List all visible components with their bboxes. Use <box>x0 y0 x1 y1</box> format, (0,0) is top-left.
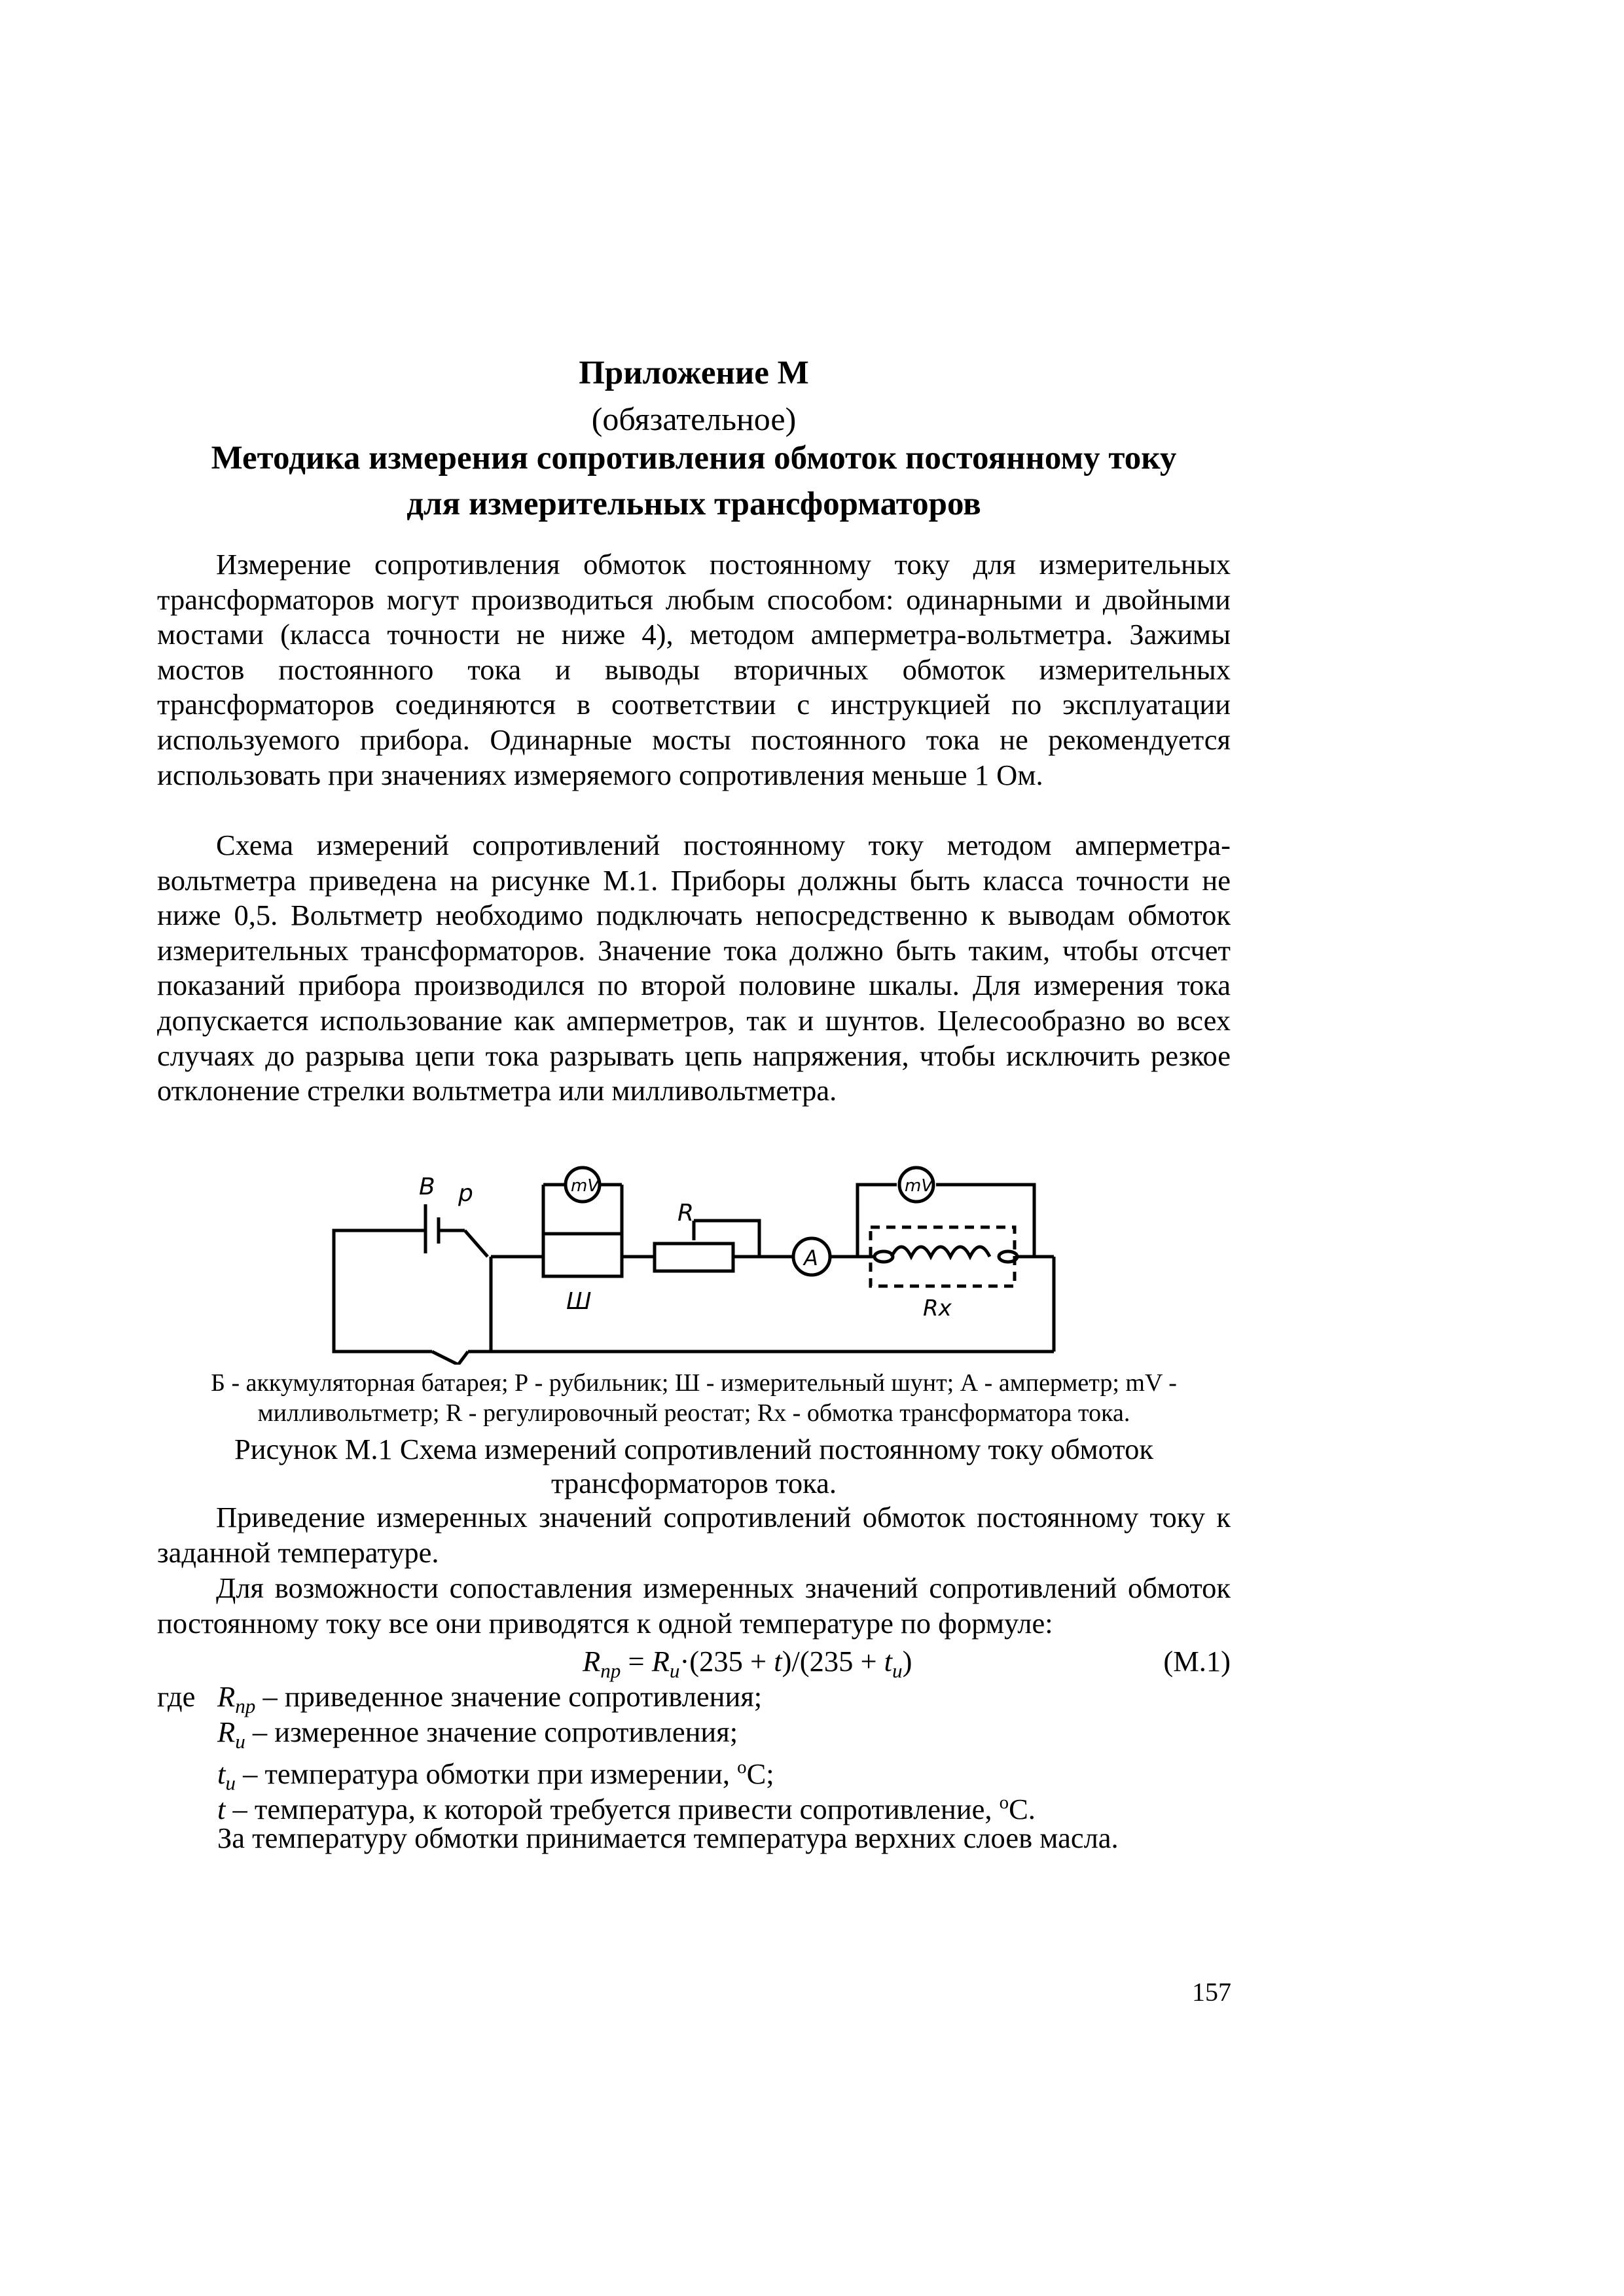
appendix-title: Приложение М <box>579 355 809 391</box>
circuit-diagram <box>327 1155 1060 1365</box>
shunt-label: Ш <box>566 1288 592 1315</box>
paragraph-temperature-normalization: Приведение измеренных значений сопротивлений обмоток постоянному току к заданной температуре. <box>157 1501 1231 1569</box>
wire-mv2-right <box>936 1185 1034 1257</box>
page-number: 157 <box>1192 1977 1231 2007</box>
appendix-topic <box>157 435 1231 527</box>
switch-contact-bottom <box>458 1352 468 1365</box>
appendix-topic-line-1: Методика измерения сопротивления обмоток постоянному току <box>211 440 1177 476</box>
figure-caption <box>157 1432 1231 1500</box>
switch-label: р <box>458 1180 473 1207</box>
definitions-intro: где <box>157 1680 196 1713</box>
wire-mv2-left <box>857 1185 897 1257</box>
definition-t-i: $t_и$ – температура обмотки при измерении, $^o$С; <box>217 1757 774 1795</box>
winding-coil <box>892 1247 990 1257</box>
appendix-status: (обязательное) <box>591 401 797 437</box>
definition-t: t – температура, к которой требуется привести сопротивление, $^o$С. <box>217 1792 1036 1825</box>
switch-blade-top <box>465 1230 488 1257</box>
formula-number: (М.1) <box>1163 1645 1231 1677</box>
switch-blade-bottom <box>432 1352 458 1365</box>
formula-m1: $R_{пр} = R_и\cdot(235 + t)/(235 + t_и)$ <box>583 1645 912 1682</box>
figure-caption-line-2: трансформаторов тока. <box>551 1467 837 1499</box>
figure-legend-line-2: милливольтметр; R - регулировочный реостат; Rx - обмотка трансформатора тока. <box>257 1399 1130 1427</box>
winding-label: Rx <box>923 1295 952 1321</box>
paragraph-ammeter-voltmeter-scheme: Схема измерений сопротивлений постоянному току методом амперметра-вольтметра приведена на рисунке М.1. Приборы должны быть класса точности не ниже 0,5. Вольтметр необходимо подключать непосредственно к выводам обмоток измерительных трансформаторов. Значение тока должно быть таким, чтобы отсчет показаний прибора производился по второй половине шкалы. Для измерения тока допускается использование как амперметров, так и шунтов. Целесообразно во всех случаях до разрыва цепи тока разрывать цепь напряжения, чтобы исключить резкое отклонение стрелки вольтметра или милливольтметра. <box>157 829 1231 1107</box>
definition-r-i: $R_и$ – измеренное значение сопротивления; <box>217 1715 738 1753</box>
ammeter-label: A <box>804 1246 818 1270</box>
definition-r-pr: $R_{пр}$ – приведенное значение сопротивления; <box>217 1680 763 1717</box>
wire-left-loop <box>334 1230 432 1352</box>
circuit-diagram-svg <box>327 1155 1060 1365</box>
rheostat-label: R <box>677 1200 695 1227</box>
millivoltmeter-2-label: mV <box>905 1176 933 1196</box>
appendix-topic-line-2: для измерительных трансформаторов <box>406 486 981 522</box>
wire-rheostat-bypass <box>694 1221 759 1257</box>
paragraph-measurement-methods: Измерение сопротивления обмоток постоянному току для измерительных трансформаторов могут производиться любым способом: одинарными и двойными мостами (класса точности не ниже 4), методом амперметра-вольтметра. Зажимы мостов постоянного тока и выводы вторичных обмоток измерительных трансформаторов соединяются в соответствии с инструкцией по эксплуатации используемого прибора. Одинарные мосты постоянного тока не рекомендуется использовать при значениях измеряемого сопротивления меньше 1 Ом. <box>157 548 1231 791</box>
paragraph-formula-intro: Для возможности сопоставления измеренных значений сопротивлений обмоток постоянному току все они приводятся к одной температуре по формуле: <box>157 1571 1231 1640</box>
figure-legend <box>157 1368 1231 1428</box>
rheostat-symbol <box>655 1244 733 1271</box>
figure-caption-line-1: Рисунок М.1 Схема измерений сопротивлений постоянному току обмоток <box>234 1433 1154 1465</box>
paragraph-oil-temperature: За температуру обмотки принимается температура верхних слоев масла. <box>217 1821 1119 1854</box>
millivoltmeter-1-label: mV <box>571 1176 600 1196</box>
figure-legend-line-1: Б - аккумуляторная батарея; Р - рубильник; Ш - измерительный шунт; А - амперметр; mV - <box>211 1369 1177 1397</box>
shunt-symbol <box>543 1234 622 1276</box>
battery-label: В <box>419 1174 435 1200</box>
formula-row <box>157 1644 1231 1682</box>
